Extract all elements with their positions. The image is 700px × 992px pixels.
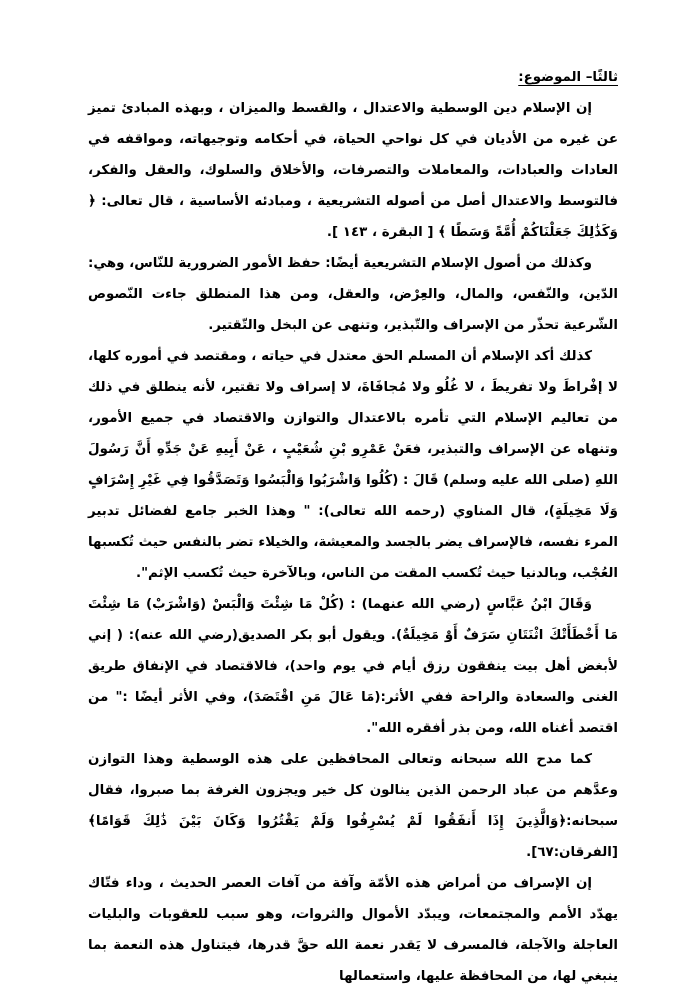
document-page: [88, 62, 618, 992]
paragraph-ibn-abbas: وَقَالَ ابْنُ عَبَّاسٍ (رضي الله عنهما) : (كُلْ مَا شِئْتَ وَالْبَسْ (وَاشْرَبْ) مَا شِئْتَ مَا أَخْطَأَتْكَ اثْنَتَانِ سَرَفٌ أَوْ مَخِيلَةٌ). ويقول أبو بكر الصديق(رضي الله عنه): ( إني لأبغض أهل بيت ينفقون رزق أيام في يوم واحد)، فالاقتصاد في الإنفاق طريق الغنى والسعادة والراحة ففي الأثر:(مَا عَالَ مَنِ اقْتَصَدَ)، وفي الأثر أيضًا :" من اقتصد أغناه الله، ومن بذر أفقره الله".: [88, 597, 618, 736]
paragraph-praise: كما مدح الله سبحانه وتعالى المحافظين على هذه الوسطية وهذا التوازن وعدَّهم من عباد الرحمن الذين ينالون كل خير ويجزون الغرفة بما صبروا، فقال سبحانه:﴿وَالَّذِينَ إِذَا أَنفَقُوا لَمْ يُسْرِفُوا وَلَمْ يَقْتُرُوا وَكَانَ بَيْنَ ذَٰلِكَ قَوَامًا﴾ [الفرقان:٦٧].: [88, 752, 618, 860]
paragraph-moderation: إن الإسلام دين الوسطية والاعتدال ، والقسط والميزان ، وبهذه المبادئ تميز عن غيره من الأديان في كل نواحي الحياة، في أحكامه وتوجيهاته، ومواقفه في العادات والعبادات، والمعاملات والتصرفات، والأخلاق والسلوك، والعقل والفكر، فالتوسط والاعتدال أصل من أصوله التشريعية ، ومبادئه الأساسية ، قال تعالى: ﴿ وَكَذَٰلِكَ جَعَلْنَاكُمْ أُمَّةً وَسَطًا ﴾ [ البقرة ، ١٤٣ ].: [88, 101, 618, 240]
paragraph-necessities: وكذلك من أصول الإسلام التشريعية أيضًا: حفظ الأمور الضرورية للنّاس، وهي: الدّين، والنّفس، والمال، والعِرْض، والعقل، ومن هذا المنطلق جاءت النّصوص الشّرعية تحذّر من الإسراف والتّبذير، وتنهى عن البخل والتّقتير.: [88, 256, 618, 333]
section-heading: ثالثًا– الموضوع:: [518, 70, 618, 85]
paragraph-extravagance: إن الإسراف من أمراض هذه الأمّة وآفة من آفات العصر الحديث ، وداء فتّاك يهدّد الأمم والمجتمعات، ويبدّد الأموال والثروات، وهو سبب للعقوبات والبليات العاجلة والآجلة، فالمسرف لا يَقدر نعمة الله حقَّ قدرها، فيتناول هذه النعمة بما ينبغي لها، من المحافظة عليها، واستعمالها: [88, 876, 618, 984]
paragraph-muslim-moderate: كذلك أكد الإسلام أن المسلم الحق معتدل في حياته ، ومقتصد في أموره كلها، لا إفْراطَ ولا تفريطَ ، لا غُلُو ولا مُجافَاةَ، لا إسراف ولا تقتير، لأنه ينطلق في ذلك من تعاليم الإسلام التي تأمره بالاعتدال والتوازن والاقتصاد في جميع الأمور، وتنهاه عن الإسراف والتبذير، فعَنْ عَمْرِو بْنِ شُعَيْبٍ ، عَنْ أَبِيهِ عَنْ جَدِّهِ أَنَّ رَسُولَ اللهِ (صلى الله عليه وسلم) قَالَ : (كُلُوا وَاشْرَبُوا وَالْبَسُوا وَتَصَدَّقُوا فِي غَيْرِ إِسْرَافٍ وَلَا مَخِيلَةٍ)، قال المناوي (رحمه الله تعالى): " وهذا الخبر جامع لفضائل تدبير المرء نفسه، فالإسراف يضر بالجسد والمعيشة، والخيلاء تضر بالنفس حيث تُكسبها العُجْب، وبالدنيا حيث تُكسب المقت من الناس، وبالآخرة حيث تُكسب الإثم".: [88, 349, 618, 581]
